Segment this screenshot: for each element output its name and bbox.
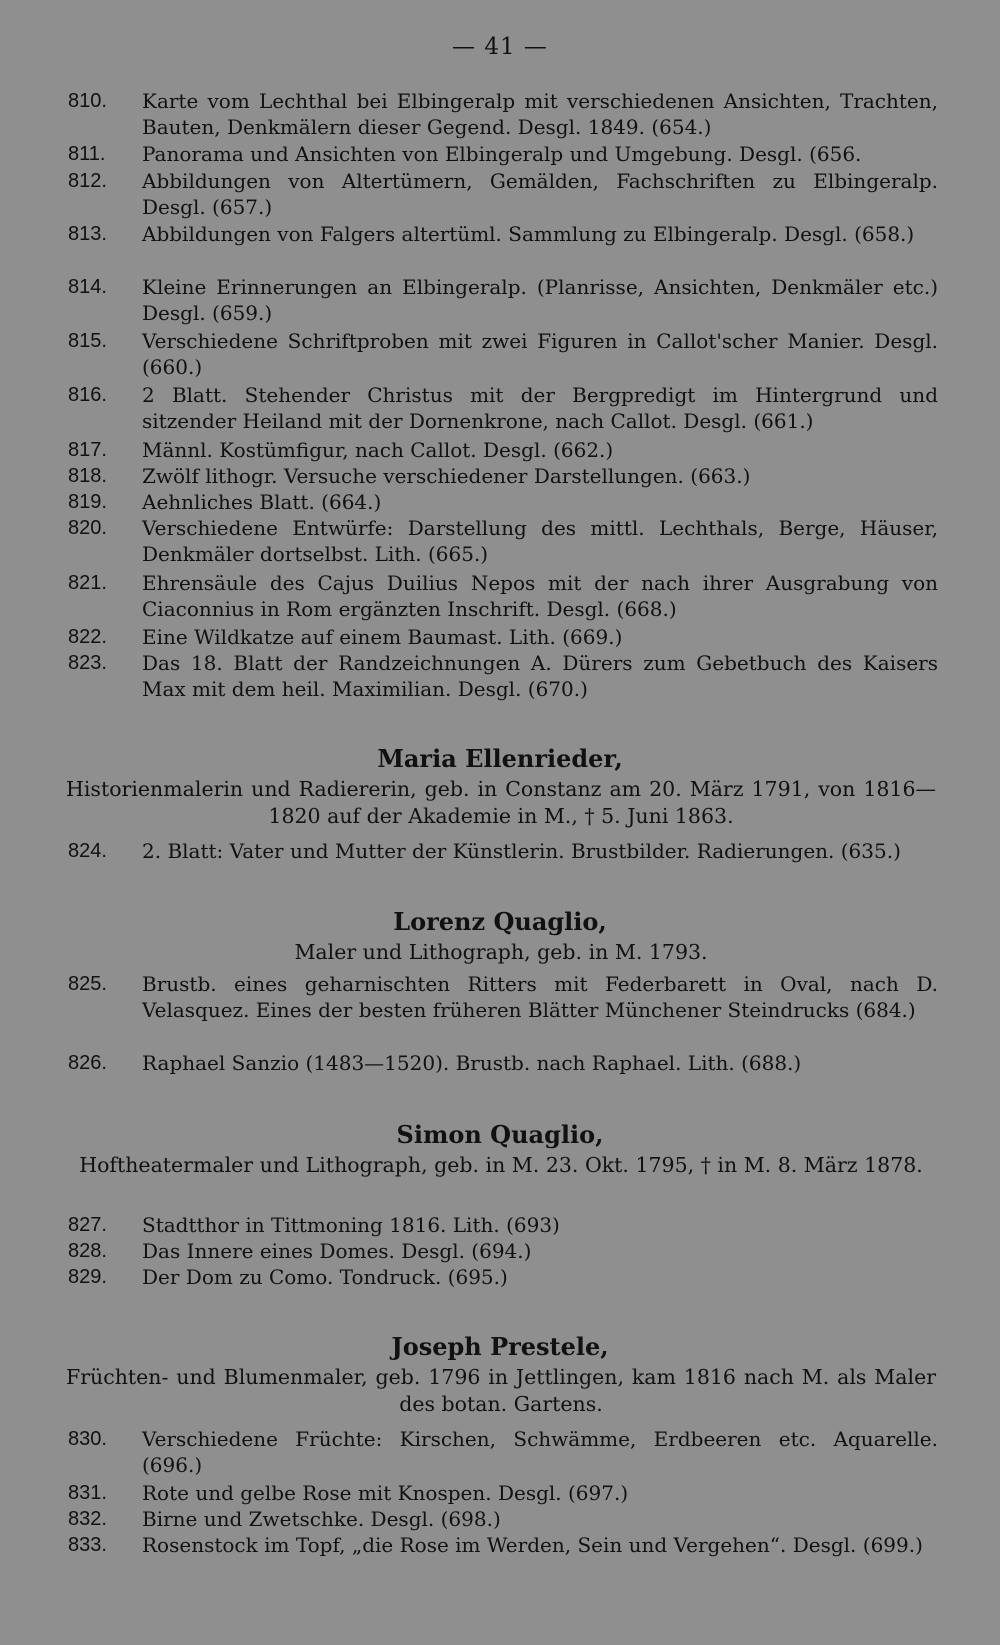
entry-text: Abbildungen von Falgers altertüml. Sammlung zu Elbingeralp. Desgl. (658.) (142, 222, 915, 246)
catalog-entry-811 (68, 141, 938, 167)
entry-text: Ehrensäule des Cajus Duilius Nepos mit der nach ihrer Ausgrabung von Ciaconnius in Rom ergänzten Inschrift. Desgl. (668.) (142, 571, 938, 621)
artist-bio: Hoftheatermaler und Lithograph, geb. in M. 23. Okt. 1795, † in M. 8. März 1878. (79, 1153, 923, 1177)
catalog-entry-825 (68, 971, 938, 1023)
entry-text: Das 18. Blatt der Randzeichnungen A. Dürers zum Gebetbuch des Kaisers Max mit dem heil. Maximilian. Desgl. (670.) (142, 651, 938, 701)
entry-text: Abbildungen von Altertümern, Gemälden, Fachschriften zu Elbingeralp. Desgl. (657.) (142, 169, 938, 219)
entry-number: 821. (68, 572, 107, 594)
entry-number: 824. (68, 840, 107, 862)
entry-number: 823. (68, 652, 107, 674)
entry-number: 826. (68, 1052, 107, 1074)
catalog-entry-812 (68, 168, 938, 220)
entry-text: Zwölf lithogr. Versuche verschiedener Darstellungen. (663.) (142, 464, 751, 488)
entry-number: 829. (68, 1266, 107, 1288)
catalog-entry-820 (68, 515, 938, 567)
entry-number: 831. (68, 1482, 107, 1504)
artist-heading: Maria Ellenrieder, (377, 744, 623, 773)
catalog-entry-823 (68, 650, 938, 702)
catalog-entry-819 (68, 489, 938, 515)
entry-text: Karte vom Lechthal bei Elbingeralp mit verschiedenen Ansichten, Trachten, Bauten, Denkmälern dieser Gegend. Desgl. 1849. (654.) (142, 89, 938, 139)
entry-text: Brustb. eines geharnischten Ritters mit Federbarett in Oval, nach D. Velasquez. Eines der besten früheren Blätter Münchener Steindrucks (684.) (142, 972, 938, 1022)
entry-text: Birne und Zwetschke. Desgl. (698.) (142, 1507, 501, 1531)
entry-number: 810. (68, 90, 107, 112)
entry-text: Panorama und Ansichten von Elbingeralp und Umgebung. Desgl. (656. (142, 142, 862, 166)
entry-number: 815. (68, 330, 107, 352)
entry-number: 833. (68, 1534, 107, 1556)
artist-bio: Historienmalerin und Radiererin, geb. in Constanz am 20. März 1791, von 1816—1820 auf der Akademie in M., † 5. Juni 1863. (66, 777, 936, 828)
entry-text: Rote und gelbe Rose mit Knospen. Desgl. (697.) (142, 1481, 629, 1505)
catalog-entry-828 (68, 1238, 938, 1264)
entry-text: Raphael Sanzio (1483—1520). Brustb. nach Raphael. Lith. (688.) (142, 1051, 802, 1075)
entry-text: Der Dom zu Como. Tondruck. (695.) (142, 1265, 508, 1289)
entry-text: Kleine Erinnerungen an Elbingeralp. (Planrisse, Ansichten, Denkmäler etc.) Desgl. (659.) (142, 275, 938, 325)
entry-text: Stadtthor in Tittmoning 1816. Lith. (693) (142, 1213, 560, 1237)
catalog-entry-826 (68, 1050, 938, 1076)
catalog-entry-816 (68, 382, 938, 434)
page-number: — 41 — (452, 34, 548, 60)
entry-number: 830. (68, 1428, 107, 1450)
artist-bio: Früchten- und Blumenmaler, geb. 1796 in Jettlingen, kam 1816 nach M. als Maler des botan. Gartens. (66, 1365, 936, 1416)
entry-number: 812. (68, 170, 107, 192)
artist-heading: Joseph Prestele, (391, 1332, 609, 1361)
artist-heading: Simon Quaglio, (396, 1120, 604, 1149)
artist-bio: Maler und Lithograph, geb. in M. 1793. (294, 940, 708, 964)
catalog-entry-821 (68, 570, 938, 622)
entry-number: 817. (68, 439, 107, 461)
catalog-entry-818 (68, 463, 938, 489)
entry-number: 825. (68, 973, 107, 995)
entry-number: 819. (68, 491, 107, 513)
entry-number: 822. (68, 626, 107, 648)
entry-number: 816. (68, 384, 107, 406)
entry-text: Verschiedene Früchte: Kirschen, Schwämme, Erdbeeren etc. Aquarelle. (696.) (142, 1427, 938, 1477)
catalog-entry-830 (68, 1426, 938, 1478)
entry-text: Das Innere eines Domes. Desgl. (694.) (142, 1239, 532, 1263)
entry-text: Aehnliches Blatt. (664.) (142, 490, 382, 514)
entry-text: 2. Blatt: Vater und Mutter der Künstlerin. Brustbilder. Radierungen. (635.) (142, 839, 901, 863)
entry-number: 814. (68, 276, 107, 298)
catalog-entry-810 (68, 88, 938, 140)
entry-number: 828. (68, 1240, 107, 1262)
catalog-entry-815 (68, 328, 938, 380)
entry-text: Eine Wildkatze auf einem Baumast. Lith. (669.) (142, 625, 623, 649)
entry-text: Rosenstock im Topf, „die Rose im Werden, Sein und Vergehen“. Desgl. (699.) (142, 1533, 923, 1557)
catalog-entry-824 (68, 838, 938, 864)
catalog-entry-814 (68, 274, 938, 326)
entry-text: Verschiedene Schriftproben mit zwei Figuren in Callot'scher Manier. Desgl. (660.) (142, 329, 938, 379)
entry-text: 2 Blatt. Stehender Christus mit der Bergpredigt im Hintergrund und sitzender Heiland mit der Dornenkrone, nach Callot. Desgl. (661.) (142, 383, 938, 433)
entry-number: 813. (68, 223, 107, 245)
catalog-entry-817 (68, 437, 938, 463)
entry-number: 820. (68, 517, 107, 539)
catalog-entry-813 (68, 221, 938, 247)
catalog-entry-833 (68, 1532, 938, 1558)
catalog-entry-831 (68, 1480, 938, 1506)
entry-text: Männl. Kostümfigur, nach Callot. Desgl. (662.) (142, 438, 614, 462)
entry-number: 832. (68, 1508, 107, 1530)
entry-number: 818. (68, 465, 107, 487)
catalog-entry-827 (68, 1212, 938, 1238)
catalog-entry-832 (68, 1506, 938, 1532)
entry-number: 827. (68, 1214, 107, 1236)
entry-number: 811. (68, 143, 106, 165)
artist-heading: Lorenz Quaglio, (393, 907, 607, 936)
entry-text: Verschiedene Entwürfe: Darstellung des mittl. Lechthals, Berge, Häuser, Denkmäler dortselbst. Lith. (665.) (142, 516, 938, 566)
catalog-entry-829 (68, 1264, 938, 1290)
catalog-entry-822 (68, 624, 938, 650)
